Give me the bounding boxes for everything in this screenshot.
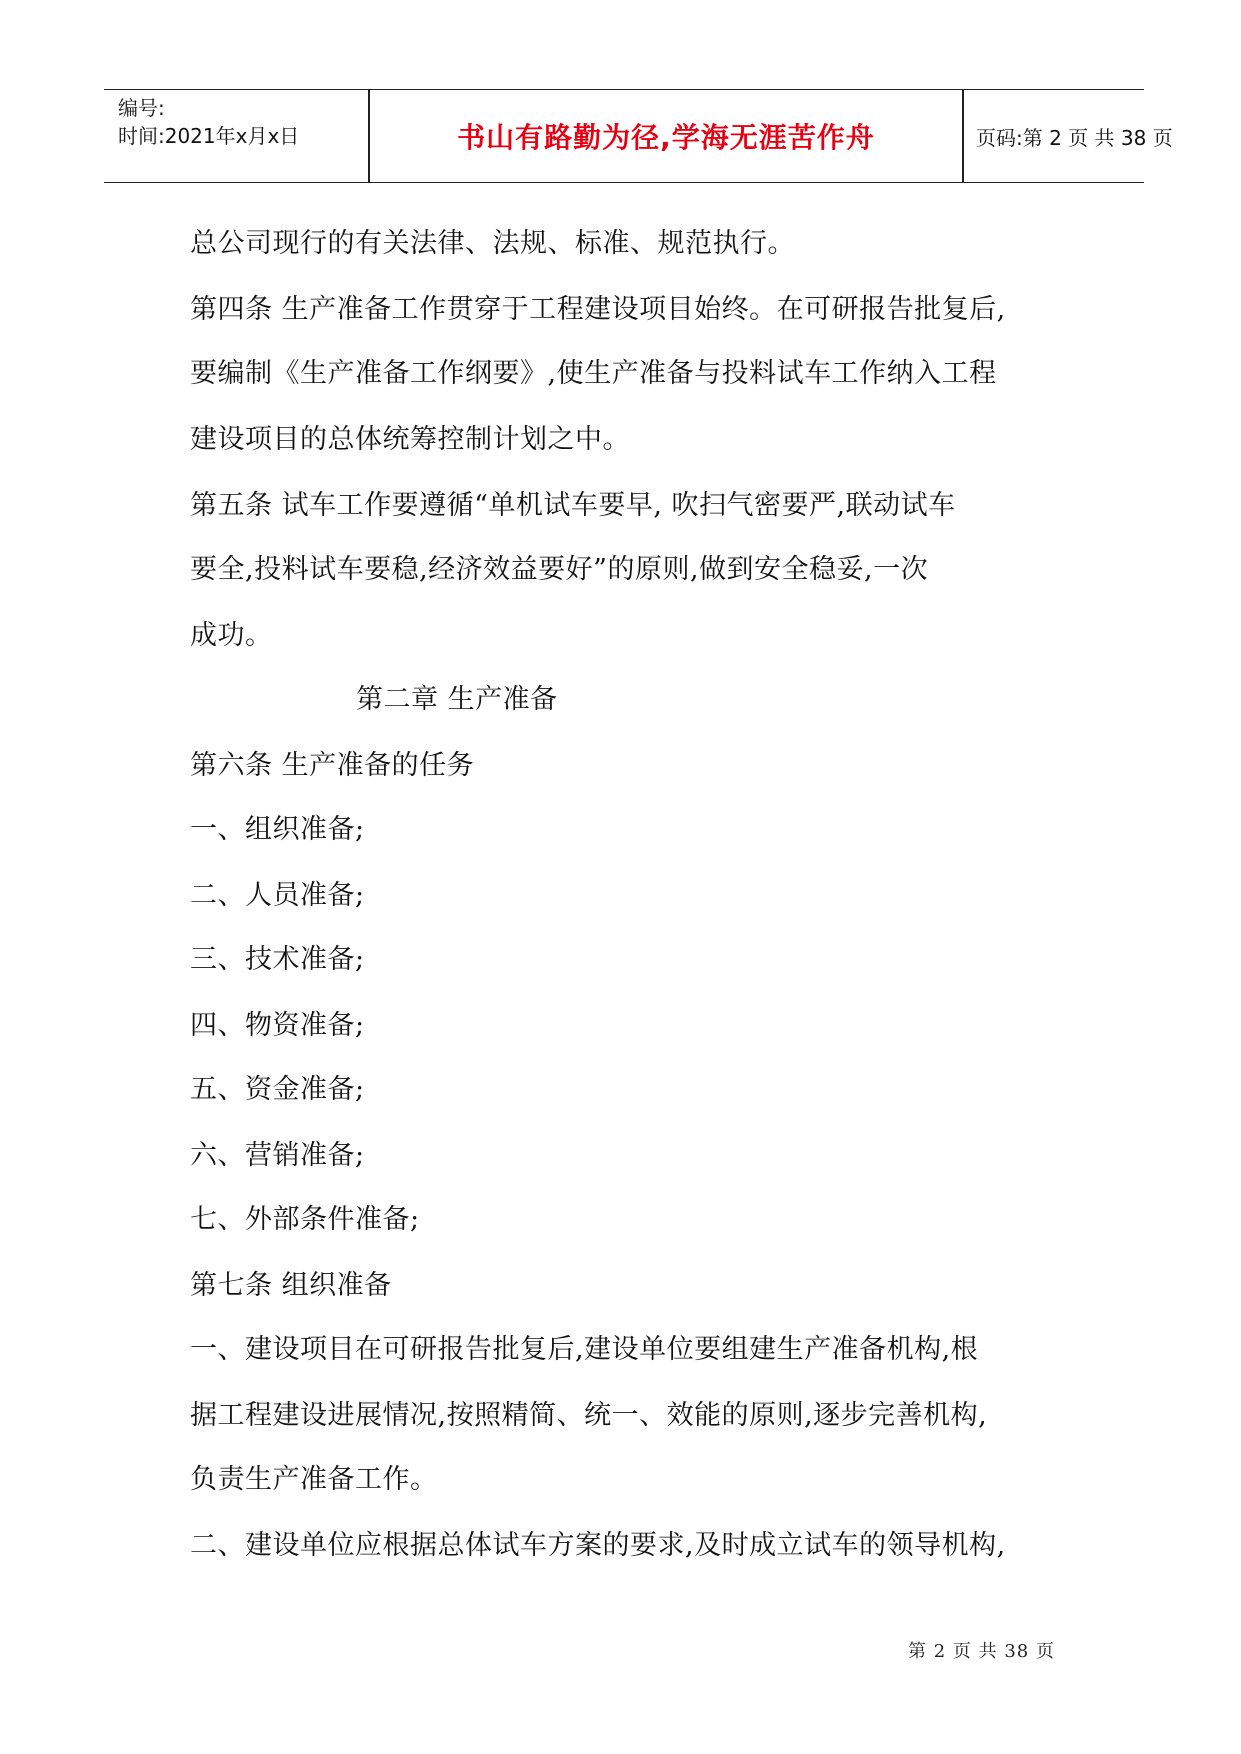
header-page-info: 页码:第 2 页 共 38 页	[976, 125, 1173, 150]
list-item: 三、技术准备;	[190, 944, 365, 975]
body-line: 建设项目的总体统筹控制计划之中。	[190, 424, 630, 455]
body-line: 第五条 试车工作要遵循“单机试车要早, 吹扫气密要严,联动试车	[190, 490, 956, 521]
list-item: 六、营销准备;	[190, 1140, 365, 1171]
list-item: 五、资金准备;	[190, 1074, 365, 1105]
header-meta	[118, 94, 368, 150]
header-motto: 书山有路勤为径,学海无涯苦作舟	[457, 121, 875, 154]
body-line: 据工程建设进展情况,按照精简、统一、效能的原则,逐步完善机构,	[190, 1400, 988, 1431]
body-line: 第七条 组织准备	[190, 1270, 392, 1301]
header-divider-right	[962, 90, 964, 182]
body-line: 第六条 生产准备的任务	[190, 750, 475, 781]
document-date: 时间:2021年x月x日	[118, 124, 300, 148]
page-header	[104, 89, 1173, 183]
body-line: 总公司现行的有关法律、法规、标准、规范执行。	[190, 228, 795, 259]
body-line: 二、建设单位应根据总体试车方案的要求,及时成立试车的领导机构,	[190, 1530, 1006, 1561]
document-number-label: 编号:	[118, 96, 165, 120]
body-line: 成功。	[190, 620, 273, 651]
list-item: 四、物资准备;	[190, 1010, 365, 1041]
page-footer: 第 2 页 共 38 页	[908, 1641, 1055, 1662]
body-line: 要编制《生产准备工作纲要》,使生产准备与投料试车工作纳入工程	[190, 358, 997, 389]
list-item: 七、外部条件准备;	[190, 1204, 420, 1235]
body-line: 负责生产准备工作。	[190, 1464, 438, 1495]
body-line: 一、建设项目在可研报告批复后,建设单位要组建生产准备机构,根	[190, 1334, 979, 1365]
chapter-heading: 第二章 生产准备	[356, 684, 558, 715]
list-item: 二、人员准备;	[190, 880, 365, 911]
body-line: 要全,投料试车要稳,经济效益要好”的原则,做到安全稳妥,一次	[190, 554, 929, 585]
body-line: 第四条 生产准备工作贯穿于工程建设项目始终。在可研报告批复后,	[190, 294, 1006, 325]
list-item: 一、组织准备;	[190, 814, 365, 845]
